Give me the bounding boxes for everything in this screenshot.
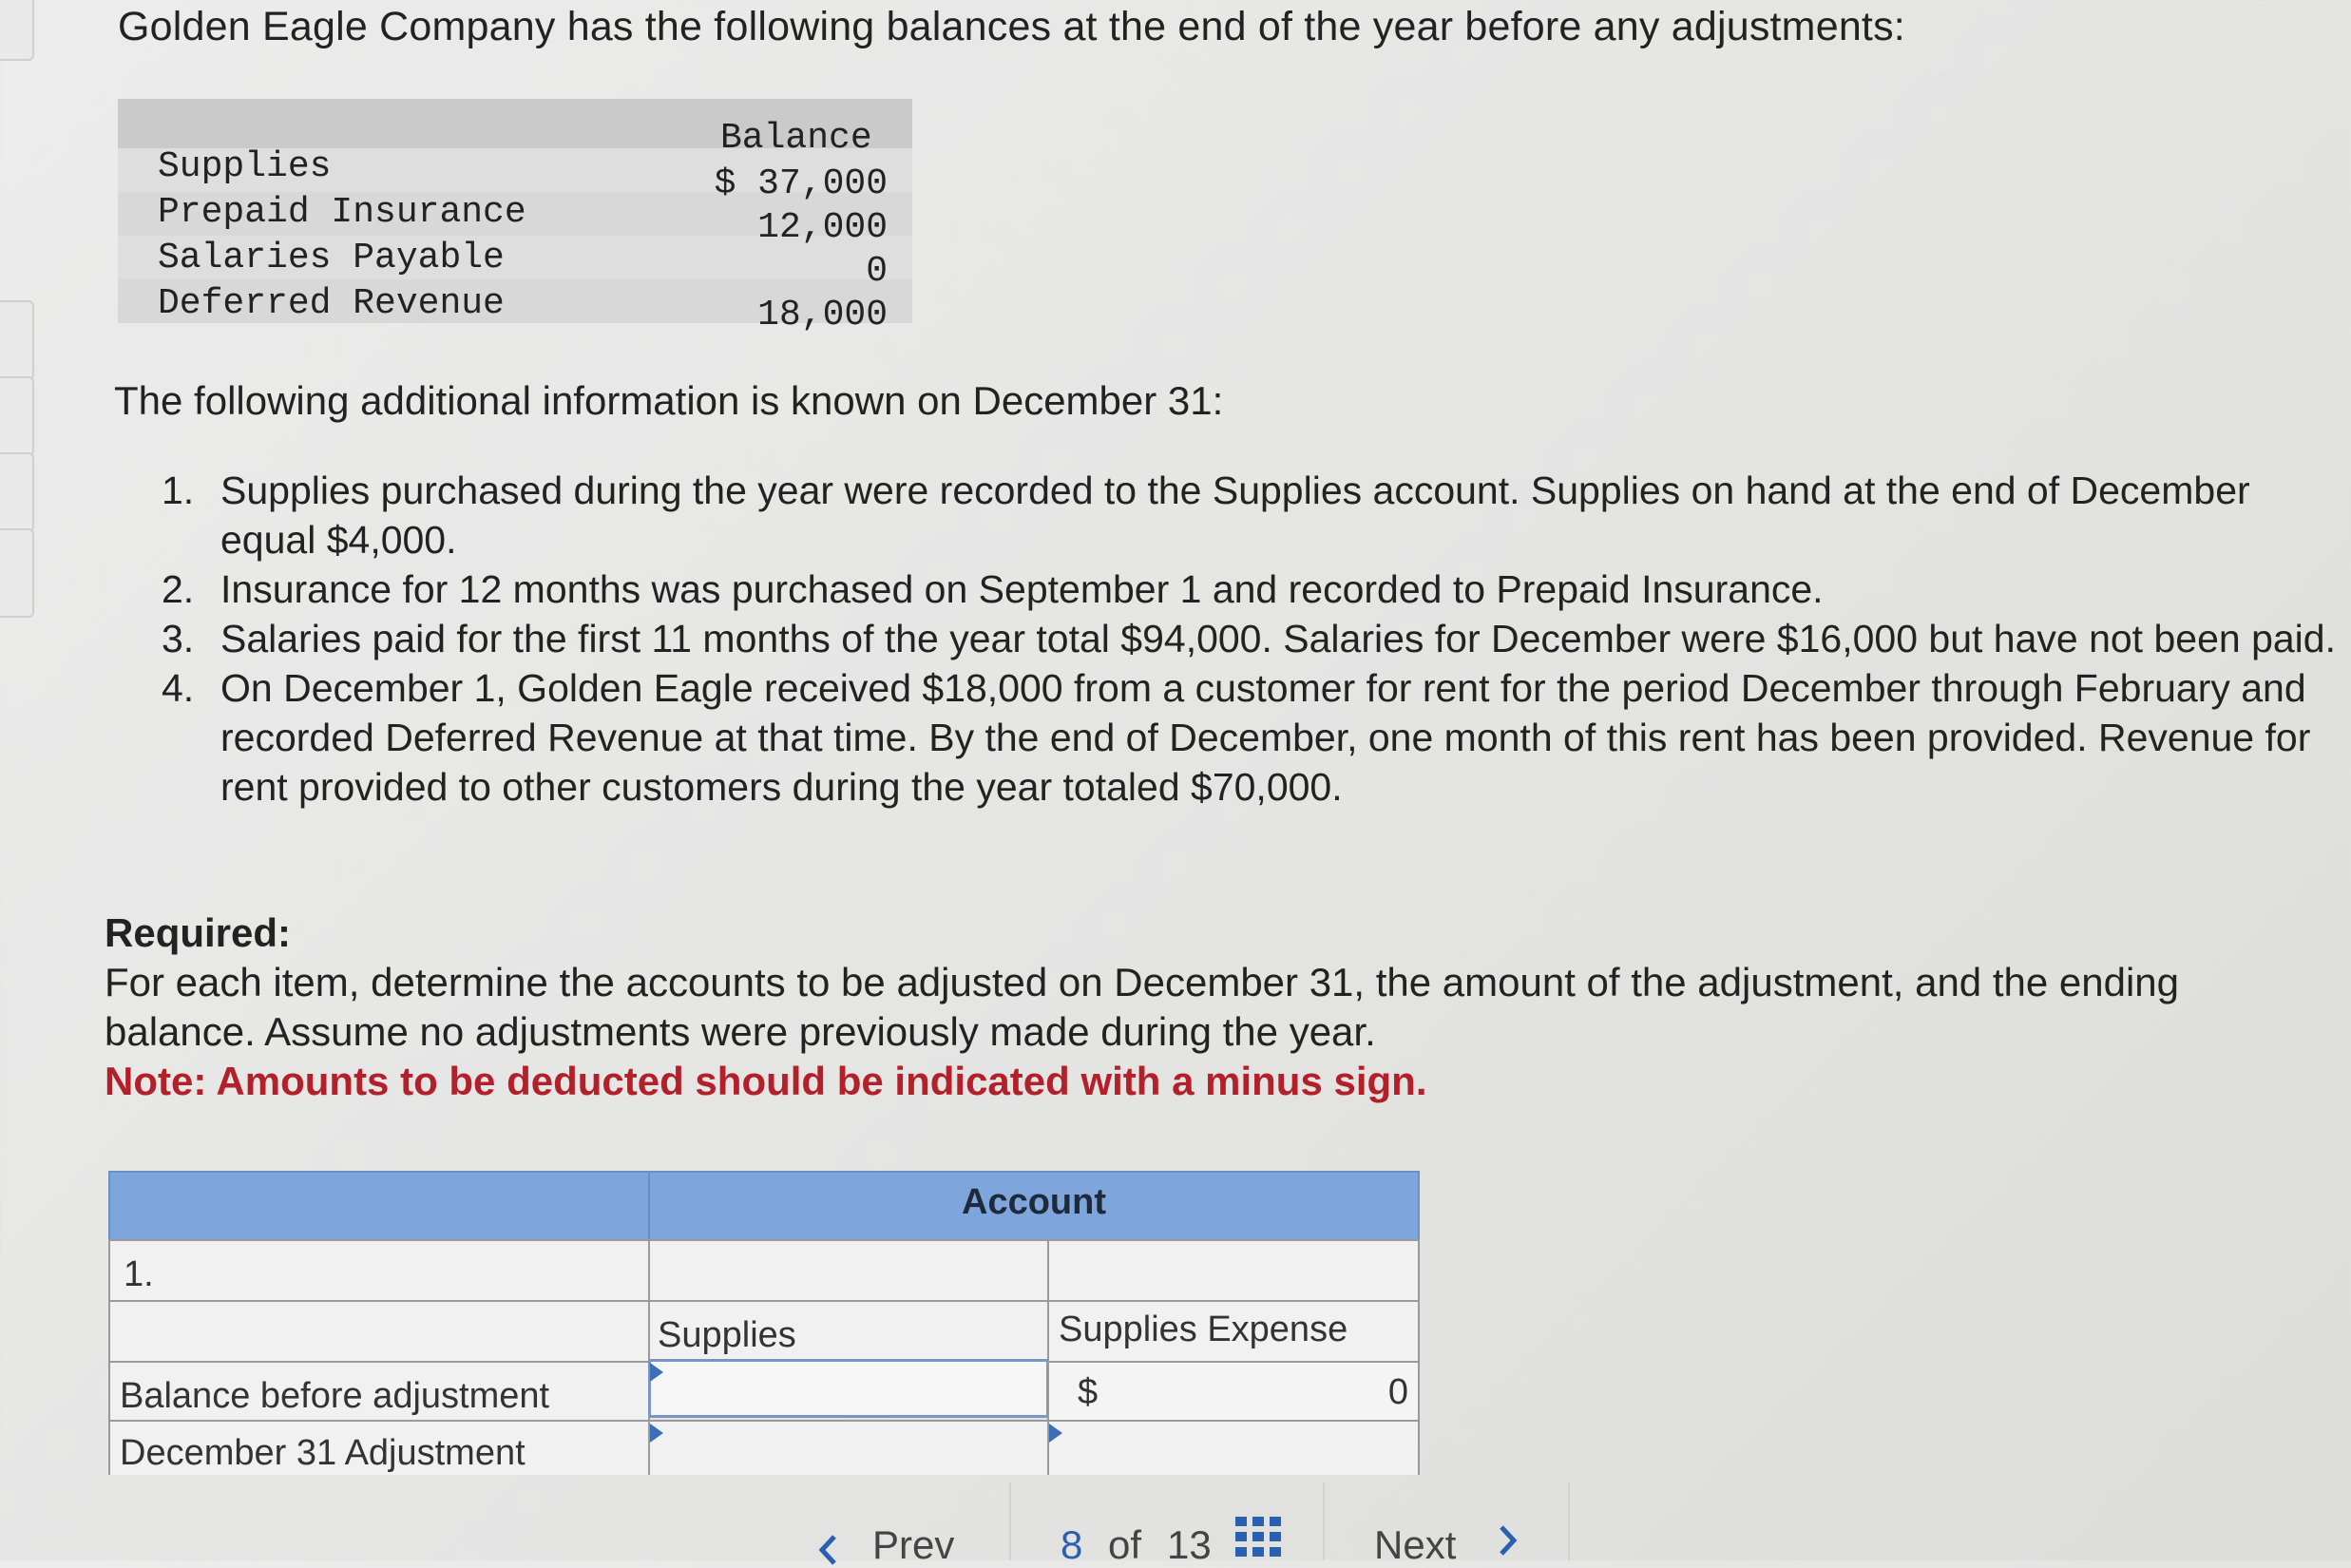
additional-info-text: The following additional information is known on December 31: [114,378,1224,423]
balance-before-adjustment-label: Balance before adjustment [120,1376,550,1416]
current-question-number: 8 [1061,1522,1083,1567]
row-label-cell [108,1361,650,1422]
adjustment-table [108,1171,1420,1475]
supplies-expense-balance-value: 0 [1387,1372,1408,1412]
question-counter[interactable] [1009,1482,1325,1567]
chevron-right-icon [1498,1524,1519,1557]
account-name: Supplies [158,146,332,187]
balance-column-header: Balance [720,118,872,159]
next-button[interactable] [1323,1482,1570,1567]
list-item-text: Insurance for 12 months was purchased on September 1 and recorded to Prepaid Insurance. [220,567,1824,611]
list-item-text: Supplies purchased during the year were recorded to the Supplies account. Supplies on hand at the end of December equal $4,000. [220,468,2250,562]
edge-tab [0,528,34,618]
list-item-text: Salaries paid for the first 11 months of the year total $94,000. Salaries for December were $16,000 but have not been paid. [220,617,2336,660]
supplies-expense-balance-cell[interactable] [1047,1361,1420,1422]
edge-tab [0,376,34,456]
question-pager [760,1482,1577,1567]
total-questions: 13 [1167,1522,1212,1567]
balances-table [118,99,912,336]
account-cell [1047,1300,1420,1363]
input-marker-icon [650,1363,663,1382]
supplies-balance-input[interactable] [648,1359,1049,1418]
chevron-left-icon [817,1534,838,1566]
edge-tab [0,300,34,380]
account-balance: 0 [866,251,888,292]
problem-intro: Golden Eagle Company has the following balances at the end of the year before any adjustments: [118,4,1905,49]
account-balance: 18,000 [757,295,888,335]
edge-tab [0,452,34,532]
blank-cell [1047,1239,1420,1302]
list-item [162,466,2338,564]
account-supplies-expense-label: Supplies Expense [1059,1310,1348,1349]
list-item [162,564,2338,614]
supplies-adjustment-input[interactable] [648,1420,1049,1475]
row-label-cell [108,1420,650,1475]
account-cell [648,1300,1049,1363]
of-label: of [1108,1522,1142,1567]
account-header [648,1171,1420,1241]
account-header-label: Account [962,1182,1106,1222]
account-name: Deferred Revenue [158,283,505,324]
required-title: Required: [105,910,292,955]
item-number-cell [108,1239,650,1302]
info-list [162,466,2338,812]
input-marker-icon [1049,1424,1062,1443]
grid-view-icon[interactable] [1235,1517,1285,1560]
required-section [105,908,2328,1106]
list-item-number: 4. [162,666,195,710]
input-marker-icon [650,1424,663,1443]
list-item [162,663,2338,812]
supplies-expense-adjustment-input[interactable] [1047,1420,1420,1475]
account-name: Salaries Payable [158,238,505,278]
list-item-number: 2. [162,567,195,611]
blank-cell [648,1239,1049,1302]
account-name: Prepaid Insurance [158,192,526,233]
item-number: 1. [124,1254,154,1294]
list-item-number: 1. [162,468,195,512]
prev-label: Prev [872,1522,955,1567]
list-item-number: 3. [162,617,195,660]
currency-symbol: $ [1078,1372,1099,1412]
next-label: Next [1374,1522,1457,1567]
left-edge-tabs [0,0,36,627]
account-balance: $ 37,000 [714,163,888,204]
december-31-adjustment-label: December 31 Adjustment [120,1433,526,1473]
account-supplies-label: Supplies [658,1315,796,1355]
required-text: For each item, determine the accounts to be adjusted on December 31, the amount of the adjustment, and the ending balance. Assume no adjustments were previously made during the year. [105,960,2180,1054]
required-note: Note: Amounts to be deducted should be indicated with a minus sign. [105,1059,1427,1103]
prev-button[interactable] [760,1482,1011,1567]
list-item [162,614,2338,663]
blank-cell [108,1300,650,1363]
list-item-text: On December 1, Golden Eagle received $18,000 from a customer for rent for the period December through February and recorded Deferred Revenue at that time. By the end of December, one month of this rent has been provided. Revenue for rent provided to other customers during the year totaled $70,000. [220,666,2311,809]
table-header-blank [108,1171,650,1241]
edge-tab [0,0,34,61]
account-balance: 12,000 [757,207,888,248]
